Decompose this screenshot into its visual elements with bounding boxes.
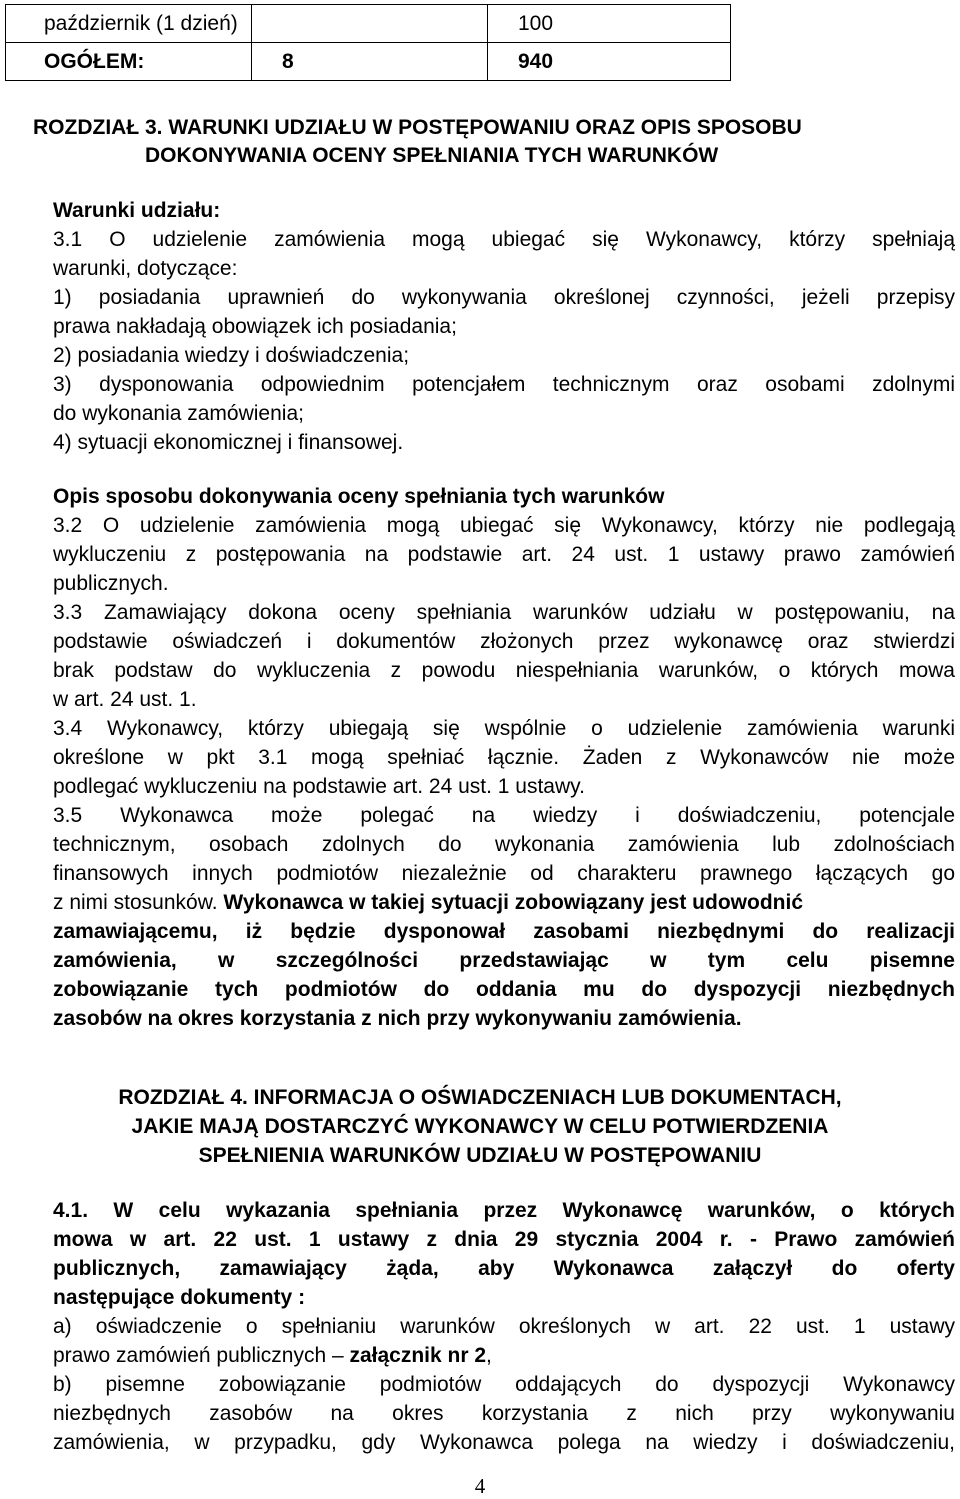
paragraph-line: prawa nakładają obowiązek ich posiadania; [53,315,457,338]
paragraph-line: publicznych. [53,572,169,595]
paragraph-line: wykluczeniu z postępowania na podstawie art. 24 ust. 1 ustawy prawo zamówień [53,543,955,566]
chapter3-title-line1: ROZDZIAŁ 3. WARUNKI UDZIAŁU W POSTĘPOWANIU ORAZ OPIS SPOSOBU [33,116,802,139]
paragraph-line-bold: mowa w art. 22 ust. 1 ustawy z dnia 29 stycznia 2004 r. - Prawo zamówień [53,1228,955,1251]
paragraph-line: 3.5 Wykonawca może polegać na wiedzy i doświadczeniu, potencjale [53,804,955,827]
paragraph-line: 3.3 Zamawiający dokona oceny spełniania warunków udziału w postępowaniu, na [53,601,955,624]
table-row [6,5,731,43]
chapter3-title-line2: DOKONYWANIA OCENY SPEŁNIANIA TYCH WARUNKÓW [145,144,719,167]
chapter4-title-line2: JAKIE MAJĄ DOSTARCZYĆ WYKONAWCY W CELU POTWIERDZENIA [131,1115,829,1138]
paragraph-line: 3.4 Wykonawcy, którzy ubiegają się wspólnie o udzielenie zamówienia warunki [53,717,955,740]
paragraph-line-mixed [53,890,955,916]
table-cell: OGÓŁEM: [6,43,252,81]
paragraph-line: brak podstaw do wykluczenia z powodu niespełniania warunków, o których mowa [53,659,955,682]
paragraph-line: w art. 24 ust. 1. [53,688,197,711]
paragraph-line: b) pisemne zobowiązanie podmiotów oddających do dyspozycji Wykonawcy [53,1373,955,1396]
paragraph-line-bold: publicznych, zamawiający żąda, aby Wykonawca załączył do oferty [53,1257,955,1280]
paragraph-line: niezbędnych zasobów na okres korzystania z nich przy wykonywaniu [53,1402,955,1425]
paragraph-line: warunki, dotyczące: [53,257,238,280]
table-row [6,43,731,81]
table-cell: 8 [252,43,488,81]
paragraph-line: finansowych innych podmiotów niezależnie od charakteru prawnego łączących go [53,862,955,885]
paragraph-line: zamówienia, w przypadku, gdy Wykonawca polega na wiedzy i doświadczeniu, [53,1431,955,1454]
paragraph-line-bold: zamawiającemu, iż będzie dysponował zasobami niezbędnymi do realizacji [53,920,955,943]
table-cell [252,5,488,43]
text-run: z nimi stosunków. [53,891,224,914]
chapter4-title-line1: ROZDZIAŁ 4. INFORMACJA O OŚWIADCZENIACH LUB DOKUMENTACH, [118,1086,842,1109]
text-run-bold: Wykonawca w takiej sytuacji zobowiązany jest udowodnić [223,891,803,914]
text-run: , [486,1344,492,1367]
paragraph-line: a) oświadczenie o spełnianiu warunków określonych w art. 22 ust. 1 ustawy [53,1315,955,1338]
paragraph-line-bold: zobowiązanie tych podmiotów do oddania mu do dyspozycji niezbędnych [53,978,955,1001]
chapter4-title-line3: SPEŁNIENIA WARUNKÓW UDZIAŁU W POSTĘPOWANIU [198,1144,762,1167]
summary-table [5,4,731,81]
paragraph-line: 2) posiadania wiedzy i doświadczenia; [53,344,410,367]
table-cell: 940 [488,43,731,81]
paragraph-line: technicznym, osobach zdolnych do wykonania zamówienia lub zdolnościach [53,833,955,856]
paragraph-line: 3) dysponowania odpowiednim potencjałem technicznym oraz osobami zdolnymi [53,373,955,396]
text-run-bold: załącznik nr 2 [349,1344,487,1367]
paragraph-line-bold: 4.1. W celu wykazania spełniania przez Wykonawcę warunków, o których [53,1199,955,1222]
paragraph-line: 3.1 O udzielenie zamówienia mogą ubiegać się Wykonawcy, którzy spełniają [53,228,955,251]
paragraph-line-bold: zasobów na okres korzystania z nich przy wykonywaniu zamówienia. [53,1007,742,1030]
text-run: prawo zamówień publicznych – [53,1344,350,1367]
table-cell: 100 [488,5,731,43]
paragraph-line: do wykonania zamówienia; [53,402,304,425]
page-number: 4 [474,1474,486,1498]
paragraph-line: 1) posiadania uprawnień do wykonywania określonej czynności, jeżeli przepisy [53,286,955,309]
paragraph-line: podlegać wykluczeniu na podstawie art. 24 ust. 1 ustawy. [53,775,585,798]
subheading-evaluation: Opis sposobu dokonywania oceny spełniania tych warunków [53,485,665,508]
paragraph-line: 4) sytuacji ekonomicznej i finansowej. [53,431,404,454]
paragraph-line-bold: zamówienia, w szczególności przedstawiając w tym celu pisemne [53,949,955,972]
table-cell: październik (1 dzień) [6,5,252,43]
paragraph-line: 3.2 O udzielenie zamówienia mogą ubiegać się Wykonawcy, którzy nie podlegają [53,514,955,537]
subheading-conditions: Warunki udziału: [53,199,221,222]
paragraph-line: określone w pkt 3.1 mogą spełniać łącznie. Żaden z Wykonawców nie może [53,746,955,769]
paragraph-line-mixed [53,1343,955,1369]
paragraph-line-bold: następujące dokumenty : [53,1286,306,1309]
paragraph-line: podstawie oświadczeń i dokumentów złożonych przez wykonawcę oraz stwierdzi [53,630,955,653]
